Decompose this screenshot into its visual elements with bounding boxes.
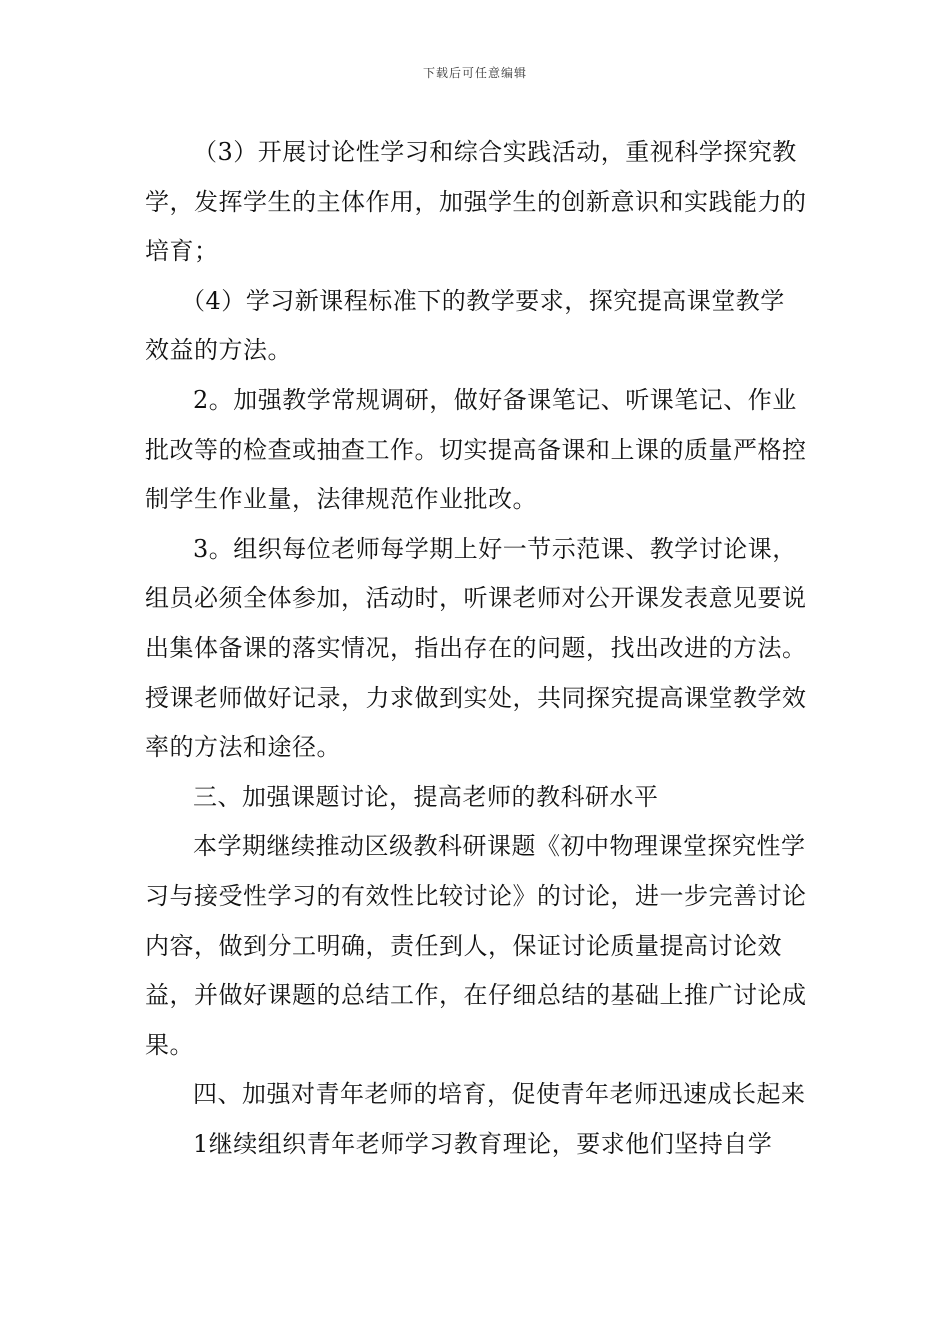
paragraph-5: 本学期继续推动区级教科研课题《初中物理课堂探究性学习与接受性学习的有效性比较讨论》的讨论，进一步完善讨论内容，做到分工明确，责任到人，保证讨论质量提高讨论效益，并做好课题的总结工作，在仔细总结的基础上推广讨论成果。 <box>145 832 807 1059</box>
document-body <box>145 128 807 1169</box>
paragraph-6: 1继续组织青年老师学习教育理论，要求他们坚持自学 <box>193 1129 773 1158</box>
paragraph-1: （3）开展讨论性学习和综合实践活动，重视科学探究教学，发挥学生的主体作用，加强学生的创新意识和实践能力的培育； <box>145 138 807 266</box>
page-header: 下载后可任意编辑 <box>422 66 527 80</box>
paragraph-2: （4）学习新课程标准下的教学要求，探究提高课堂教学效益的方法。 <box>145 286 785 365</box>
section-heading-4: 四、加强对青年老师的培育，促使青年老师迅速成长起来 <box>193 1080 806 1109</box>
paragraph-3: 2。加强教学常规调研，做好备课笔记、听课笔记、作业批改等的检查或抽查工作。切实提高备课和上课的质量严格控制学生作业量，法律规范作业批改。 <box>145 385 807 514</box>
paragraph-4: 3。组织每位老师每学期上好一节示范课、教学讨论课，组员必须全体参加，活动时，听课老师对公开课发表意见要说出集体备课的落实情况，指出存在的问题，找出改进的方法。授课老师做好记录，力求做到实处，共同探究提高课堂教学效率的方法和途径。 <box>145 534 807 762</box>
section-heading-3: 三、加强课题讨论，提高老师的教科研水平 <box>193 782 659 811</box>
